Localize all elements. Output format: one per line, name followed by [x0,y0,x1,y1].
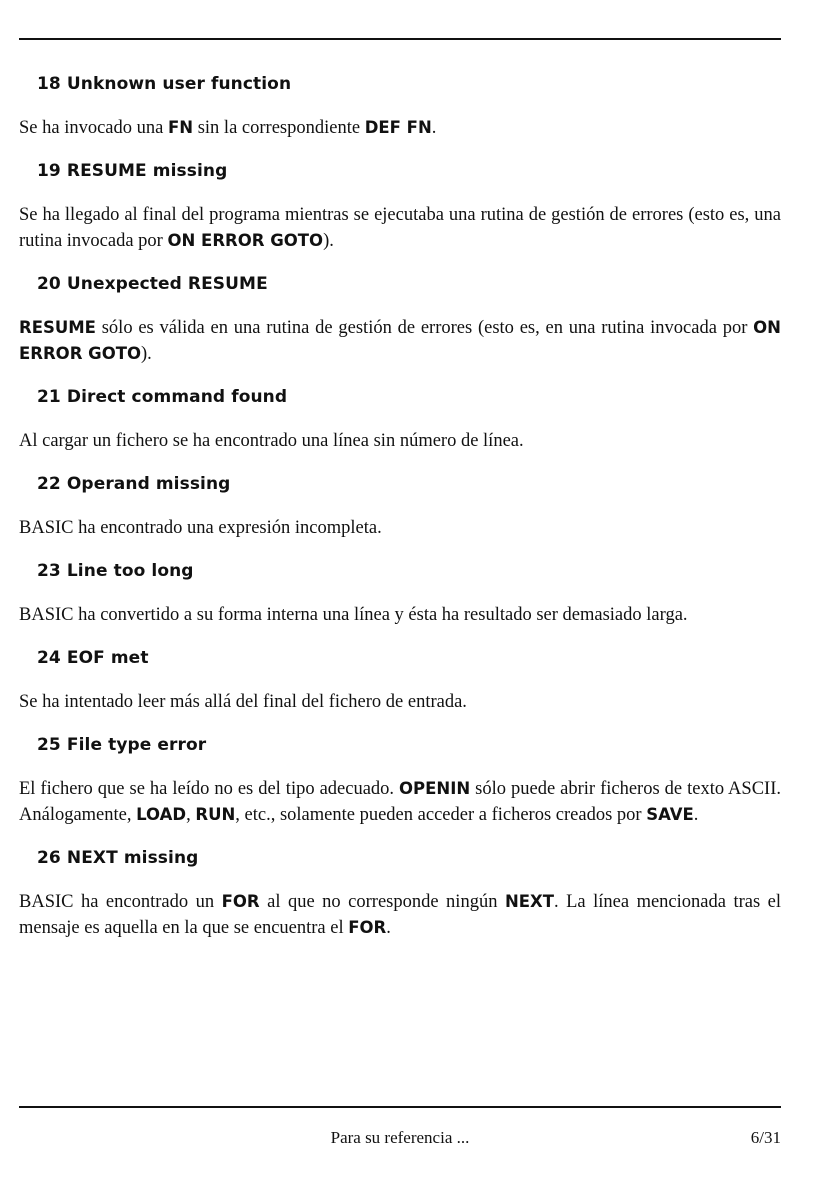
error-description [19,115,781,141]
keyword: OPENIN [399,779,471,798]
description-text: . [431,118,437,138]
description-text: al que no corresponde ningún [259,892,505,912]
error-heading: 18 Unknown user function [37,74,292,94]
error-entry [19,646,781,715]
error-heading: 23 Line too long [37,561,194,581]
error-heading: 25 File type error [37,735,207,755]
description-text: BASIC ha encontrado una expresión incompleta. [19,518,382,538]
description-text: BASIC ha encontrado un [19,892,222,912]
description-text: Se ha invocado una [19,118,168,138]
keyword: ON ERROR GOTO [167,231,324,250]
error-description [19,515,781,541]
error-entry [19,559,781,628]
error-description [19,602,781,628]
description-text: Al cargar un fichero se ha encontrado una línea sin número de línea. [19,431,524,451]
keyword: RUN [195,805,236,824]
keyword: FN [168,118,194,137]
description-text: sólo puede abrir ficheros de texto ASCII. Análogamente, [19,779,781,825]
page-number: 6/31 [750,1128,781,1147]
description-text: . [693,805,699,825]
description-text: sólo es válida en una rutina de gestión de errores (esto es, en una rutina invocada por [95,318,754,338]
error-description [19,428,781,454]
page-footer [19,1128,781,1154]
error-description [19,689,781,715]
error-heading: 26 NEXT missing [37,848,199,868]
error-entry [19,159,781,254]
description-text: BASIC ha convertido a su forma interna una línea y ésta ha resultado ser demasiado larga. [19,605,688,625]
error-entry [19,385,781,454]
error-description [19,889,781,941]
description-text: sin la correspondiente [193,118,365,138]
footer-title: Para su referencia ... [330,1128,470,1147]
description-text: , etc., solamente pueden acceder a ficheros creados por [235,805,647,825]
error-description [19,776,781,828]
keyword: NEXT [504,892,555,911]
keyword: RESUME [19,318,96,337]
error-heading: 22 Operand missing [37,474,231,494]
keyword: FOR [221,892,260,911]
error-heading: 19 RESUME missing [37,161,228,181]
error-entry [19,846,781,941]
description-text: Se ha intentado leer más allá del final del fichero de entrada. [19,692,467,712]
description-text: El fichero que se ha leído no es del tipo adecuado. [19,779,400,799]
description-text: . [386,918,391,938]
description-text: ). [141,344,152,364]
keyword: SAVE [646,805,694,824]
top-rule [19,38,781,40]
keyword: LOAD [136,805,187,824]
error-entry [19,733,781,828]
error-entry [19,472,781,541]
error-description [19,315,781,367]
error-entry [19,72,781,141]
bottom-rule [19,1106,781,1108]
error-heading: 24 EOF met [37,648,149,668]
error-heading: 21 Direct command found [37,387,288,407]
error-heading: 20 Unexpected RESUME [37,274,268,294]
keyword: DEF FN [364,118,432,137]
description-text: ). [323,231,334,251]
error-list [19,72,781,959]
keyword: ON ERROR GOTO [19,318,781,363]
error-description [19,202,781,254]
keyword: FOR [348,918,387,937]
description-text: . La línea mencionada tras el mensaje es aquella en la que se encuentra el [19,892,782,938]
error-entry [19,272,781,367]
description-text: Se ha llegado al final del programa mientras se ejecutaba una rutina de gestión de errores (esto es, una rutina invocada por [19,205,781,251]
description-text: , [186,805,196,825]
